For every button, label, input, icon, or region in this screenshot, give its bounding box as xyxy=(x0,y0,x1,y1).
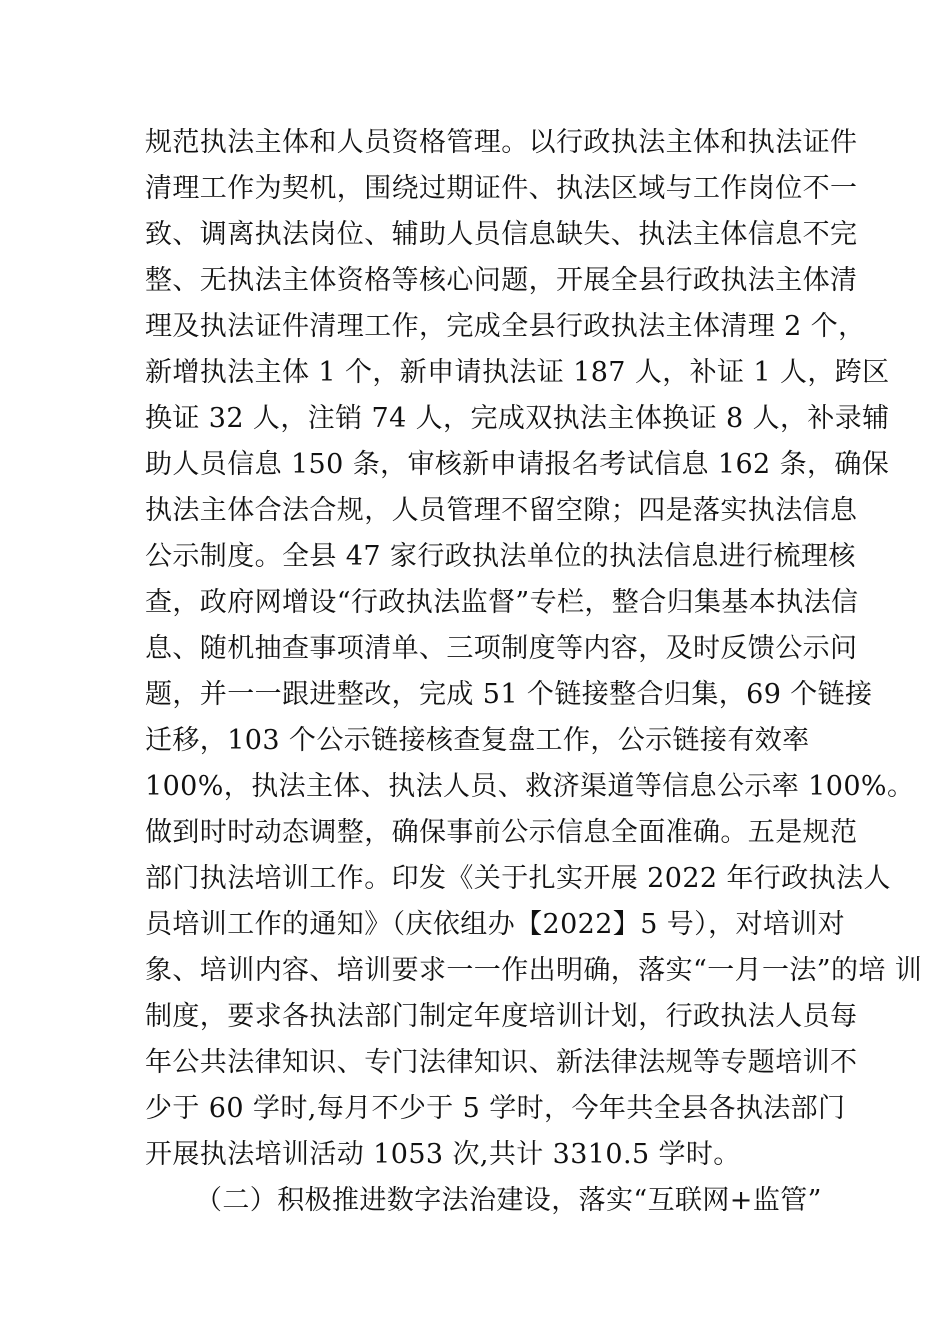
text-line: 致、调离执法岗位、辅助人员信息缺失、执法主体信息不完 xyxy=(145,219,858,250)
text-line: 公示制度。全县 47 家行政执法单位的执法信息进行梳理核 xyxy=(145,541,856,572)
text-line: 查，政府网增设“行政执法监督”专栏，整合归集基本执法信 xyxy=(145,587,859,618)
text-line: 换证 32 人，注销 74 人，完成双执法主体换证 8 人，补录辅 xyxy=(145,403,890,434)
text-line: 年公共法律知识、专门法律知识、新法律法规等专题培训不 xyxy=(145,1047,858,1078)
text-line: 题，并一一跟进整改，完成 51 个链接整合归集，69 个链接 xyxy=(145,679,873,710)
text-line: 新增执法主体 1 个，新申请执法证 187 人，补证 1 人，跨区 xyxy=(145,357,890,388)
text-line: 迁移，103 个公示链接核查复盘工作，公示链接有效率 xyxy=(145,725,810,756)
body-text xyxy=(145,120,923,1224)
text-line: 规范执法主体和人员资格管理。以行政执法主体和执法证件 xyxy=(145,127,858,158)
text-line: 助人员信息 150 条，审核新申请报名考试信息 162 条，确保 xyxy=(145,449,890,480)
text-line: 象、培训内容、培训要求一一作出明确，落实“一月一法”的培 训 xyxy=(145,955,923,986)
text-line: 开展执法培训活动 1053 次,共计 3310.5 学时。 xyxy=(145,1139,741,1170)
text-line: 执法主体合法合规，人员管理不留空隙；四是落实执法信息 xyxy=(145,495,858,526)
section-heading: （二）积极推进数字法治建设，落实“互联网+监管” xyxy=(195,1185,822,1216)
text-line: 员培训工作的通知》（庆依组办【2022】5 号），对培训对 xyxy=(145,909,846,940)
text-line: 整、无执法主体资格等核心问题，开展全县行政执法主体清 xyxy=(145,265,858,296)
text-line: 制度，要求各执法部门制定年度培训计划，行政执法人员每 xyxy=(145,1001,858,1032)
text-line: 做到时时动态调整，确保事前公示信息全面准确。五是规范 xyxy=(145,817,858,848)
text-line: 部门执法培训工作。印发《关于扎实开展 2022 年行政执法人 xyxy=(145,863,891,894)
text-line: 息、随机抽查事项清单、三项制度等内容，及时反馈公示问 xyxy=(145,633,858,664)
text-line: 100%，执法主体、执法人员、救济渠道等信息公示率 100%。 xyxy=(145,771,915,802)
text-line: 少于 60 学时,每月不少于 5 学时，今年共全县各执法部门 xyxy=(145,1093,846,1124)
text-line: 清理工作为契机，围绕过期证件、执法区域与工作岗位不一 xyxy=(145,173,858,204)
text-line: 理及执法证件清理工作，完成全县行政执法主体清理 2 个， xyxy=(145,311,866,342)
